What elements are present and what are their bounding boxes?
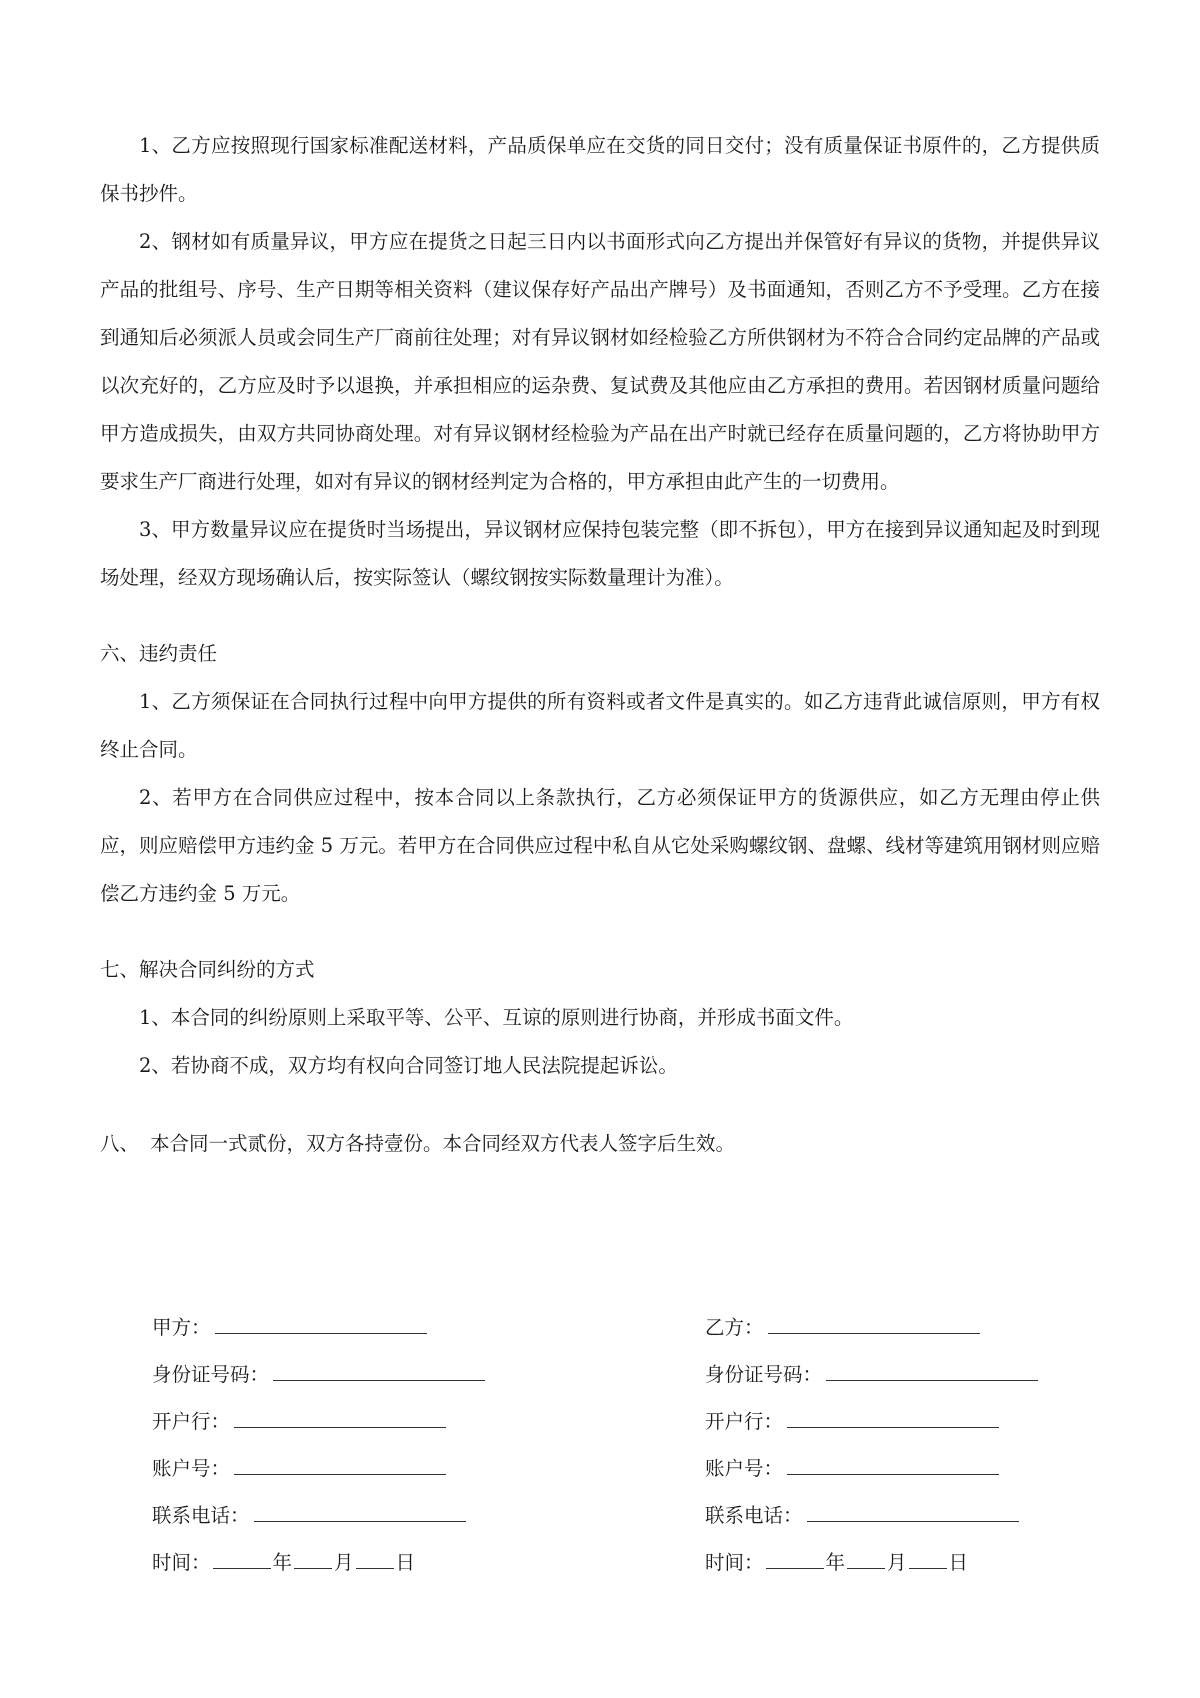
party-a-blank[interactable] [215,1311,427,1334]
party-a-year-unit: 年 [272,1551,293,1574]
party-b-id-label: 身份证号码： [705,1363,823,1386]
party-a-id-blank[interactable] [273,1358,485,1381]
party-a-account-blank[interactable] [234,1452,446,1475]
party-b-account-blank[interactable] [787,1452,999,1475]
party-b-month-blank[interactable] [847,1546,885,1569]
party-b-year-blank[interactable] [766,1546,824,1569]
party-b-phone-label: 联系电话： [705,1504,803,1527]
party-b-day-unit: 日 [948,1551,969,1574]
party-b-day-blank[interactable] [909,1546,947,1569]
party-a-month-blank[interactable] [294,1546,332,1569]
party-b-bank-blank[interactable] [787,1405,999,1428]
s5-clause-3: 3、甲方数量异议应在提货时当场提出，异议钢材应保持包装完整（即不拆包），甲方在接到异议通知起及时到现场处理，经双方现场确认后，按实际签认（螺纹钢按实际数量理计为准）。 [100,518,1100,589]
party-a-account-label: 账户号： [152,1457,231,1480]
party-a-year-blank[interactable] [213,1546,271,1569]
party-a-label: 甲方： [152,1316,211,1339]
party-a-signature [152,1304,485,1586]
party-a-bank-label: 开户行： [152,1410,231,1433]
party-b-signature [705,1304,1038,1586]
party-a-day-unit: 日 [395,1551,416,1574]
party-a-bank-blank[interactable] [234,1405,446,1428]
party-b-account-label: 账户号： [705,1457,784,1480]
party-a-phone-blank[interactable] [254,1499,466,1522]
section-7-heading: 七、解决合同纠纷的方式 [100,958,315,981]
s6-clause-2: 2、若甲方在合同供应过程中，按本合同以上条款执行，乙方必须保证甲方的货源供应，如乙方无理由停止供应，则应赔偿甲方违约金 5 万元。若甲方在合同供应过程中私自从它处采购螺纹钢、盘螺、线材等建筑用钢材则应赔偿乙方违约金 5 万元。 [100,786,1100,905]
party-b-phone-blank[interactable] [807,1499,1019,1522]
party-b-label: 乙方： [705,1316,764,1339]
s5-clause-1: 1、乙方应按照现行国家标准配送材料，产品质保单应在交货的同日交付；没有质量保证书原件的，乙方提供质保书抄件。 [100,134,1100,205]
party-b-blank[interactable] [768,1311,980,1334]
contract-body [100,122,1100,1168]
section-6-heading: 六、违约责任 [100,642,218,665]
party-a-phone-label: 联系电话： [152,1504,250,1527]
s7-clause-1: 1、本合同的纠纷原则上采取平等、公平、互谅的原则进行协商，并形成书面文件。 [139,1006,854,1029]
s6-clause-1: 1、乙方须保证在合同执行过程中向甲方提供的所有资料或者文件是真实的。如乙方违背此诚信原则，甲方有权终止合同。 [100,690,1100,761]
party-b-id-blank[interactable] [826,1358,1038,1381]
party-a-day-blank[interactable] [356,1546,394,1569]
party-a-time-label: 时间： [152,1551,211,1574]
party-b-time-label: 时间： [705,1551,764,1574]
section-8-text: 本合同一式贰份，双方各持壹份。本合同经双方代表人签字后生效。 [150,1132,736,1155]
s7-clause-2: 2、若协商不成，双方均有权向合同签订地人民法院提起诉讼。 [139,1054,678,1077]
party-b-month-unit: 月 [887,1551,907,1574]
section-8-clause [100,1120,1100,1168]
party-b-bank-label: 开户行： [705,1410,784,1433]
s5-clause-2: 2、钢材如有质量异议，甲方应在提货之日起三日内以书面形式向乙方提出并保管好有异议的货物，并提供异议产品的批组号、序号、生产日期等相关资料（建议保存好产品出产牌号）及书面通知，否则乙方不予受理。乙方在接到通知后必须派人员或会同生产厂商前往处理；对有异议钢材如经检验乙方所供钢材为不符合合同约定品牌的产品或以次充好的，乙方应及时予以退换，并承担相应的运杂费、复试费及其他应由乙方承担的费用。若因钢材质量问题给甲方造成损失，由双方共同协商处理。对有异议钢材经检验为产品在出产时就已经存在质量问题的，乙方将协助甲方要求生产厂商进行处理，如对有异议的钢材经判定为合格的，甲方承担由此产生的一切费用。 [100,230,1100,493]
section-8-number: 八、 [100,1132,140,1155]
party-b-year-unit: 年 [825,1551,846,1574]
party-a-month-unit: 月 [334,1551,354,1574]
party-a-id-label: 身份证号码： [152,1363,270,1386]
